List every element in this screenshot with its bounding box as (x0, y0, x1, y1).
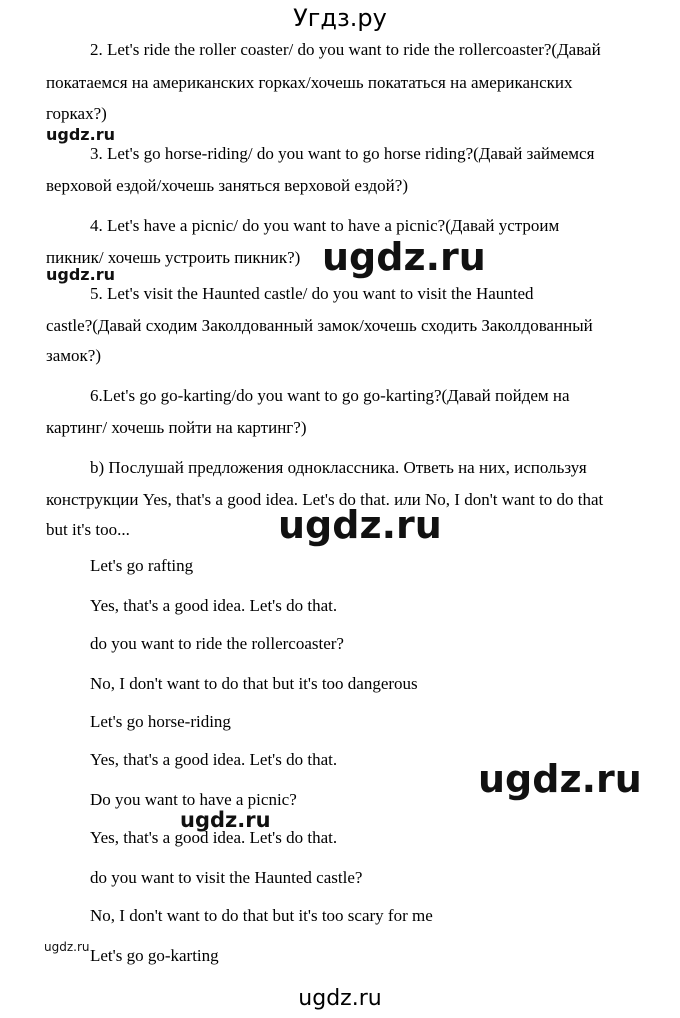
watermark-text: ugdz.ru (322, 235, 486, 279)
text-line: верховой ездой/хочешь заняться верховой ездой?) (46, 176, 408, 195)
text-line: No, I don't want to do that but it's too scary for me (90, 906, 433, 925)
text-line: do you want to ride the rollercoaster? (90, 634, 344, 653)
text-line: замок?) (46, 346, 101, 365)
text-line: 4. Let's have a picnic/ do you want to have a picnic?(Давай устроим (90, 216, 560, 235)
watermark-text: ugdz.ru (278, 503, 442, 547)
text-line: покатаемся на американских горках/хочешь покататься на американских (46, 73, 573, 92)
watermark-text: ugdz.ru (46, 265, 115, 284)
text-line: do you want to visit the Haunted castle? (90, 868, 363, 887)
text-line: Let's go rafting (90, 556, 194, 575)
text-line: 5. Let's visit the Haunted castle/ do you want to visit the Haunted (90, 284, 534, 303)
text-line: картинг/ хочешь пойти на картинг?) (46, 418, 307, 437)
text-line: No, I don't want to do that but it's too dangerous (90, 674, 418, 693)
text-line: Yes, that's a good idea. Let's do that. (90, 828, 338, 847)
text-line: but it's too... (46, 520, 130, 539)
text-line: Let's go horse-riding (90, 712, 231, 731)
site-header-title: Угдз.ру (293, 4, 387, 32)
text-line: горках?) (46, 104, 107, 123)
text-line: Yes, that's a good idea. Let's do that. (90, 750, 338, 769)
text-line: 6.Let's go go-karting/do you want to go go-karting?(Давай пойдем на (90, 386, 570, 405)
text-line: Yes, that's a good idea. Let's do that. (90, 596, 338, 615)
text-line: Do you want to have a picnic? (90, 790, 297, 809)
watermark-text: ugdz.ru (478, 757, 642, 801)
text-line: 3. Let's go horse-riding/ do you want to go horse riding?(Давай займемся (90, 144, 595, 163)
text-line: конструкции Yes, that's a good idea. Let's do that. или No, I don't want to do that (46, 490, 604, 509)
watermark-text: ugdz.ru (46, 125, 115, 144)
text-line: пикник/ хочешь устроить пикник?) (46, 248, 301, 267)
text-line: castle?(Давай сходим Заколдованный замок/хочешь сходить Заколдованный (46, 316, 593, 335)
text-line: 2. Let's ride the roller coaster/ do you want to ride the rollercoaster?(Давай (90, 40, 601, 59)
watermark-text: ugdz.ru (44, 940, 90, 954)
text-line: b) Послушай предложения одноклассника. Ответь на них, используя (90, 458, 587, 477)
watermark-text: ugdz.ru (180, 808, 271, 832)
site-footer-name: ugdz.ru (298, 986, 382, 1011)
text-line: Let's go go-karting (90, 946, 219, 965)
